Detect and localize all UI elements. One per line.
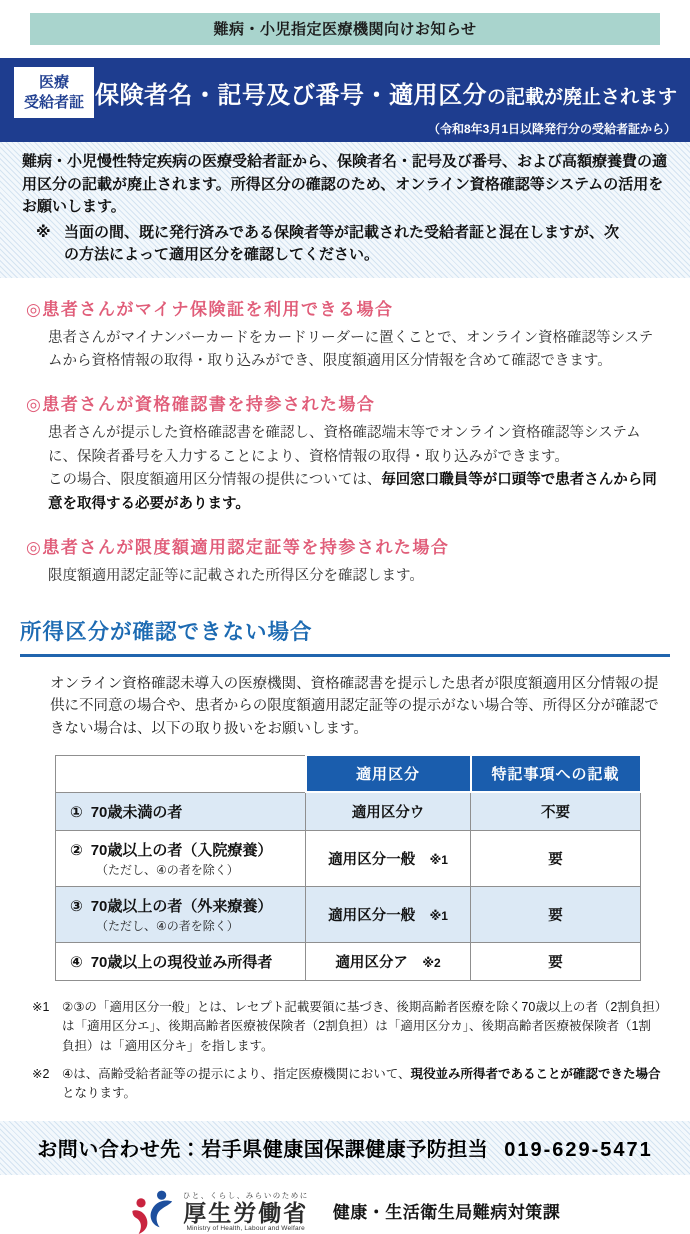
footnote-marker: ※1	[32, 999, 50, 1014]
row-kubun-ref: ※1	[429, 908, 448, 923]
row-kubun: 適用区分一般	[328, 851, 416, 868]
row-kubun: 適用区分ア	[335, 954, 408, 971]
kubun-table	[55, 754, 642, 981]
row-tokki: 要	[471, 886, 641, 942]
intro-paragraph: 難病・小児慢性特定疾病の医療受給者証から、保険者名・記号及び番号、および高額療養費の適用区分の記載が廃止されます。所得区分の確認のため、オンライン資格確認等システムの活用をお願いします。	[22, 153, 668, 215]
audience-banner-text: 難病・小児指定医療機関向けお知らせ	[213, 21, 477, 38]
case-myna-insurance	[26, 295, 668, 374]
table-corner-blank	[56, 755, 306, 792]
contact-bar	[0, 1121, 690, 1175]
row-label: 70歳以上の者（入院療養）	[90, 841, 273, 859]
effective-date-subtitle: （令和8年3月1日以降発行分の受給者証から）	[427, 122, 676, 136]
column-header-tokki: 特記事項への記載	[471, 755, 641, 792]
case-body-text: 患者さんが提示した資格確認書を確認し、資格確認端末等でオンライン資格確認等システムに、保険者番号を入力することにより、資格情報の取得・取り込みができます。	[48, 425, 641, 465]
row-label: 70歳未満の者	[90, 803, 183, 821]
row-label: 70歳以上の現役並み所得者	[90, 953, 273, 971]
intro-note	[22, 222, 670, 267]
kubun-table-wrap	[55, 754, 690, 981]
mhlw-english-name: Ministry of Health, Labour and Welfare	[186, 1224, 305, 1232]
footer	[0, 1175, 690, 1234]
case-limit-certificate	[26, 533, 668, 588]
case-body-text: 限度額適用認定証等に記載された所得区分を確認します。	[48, 568, 424, 585]
footnote-bold-segment: 現役並み所得者であることが確認できた場合	[410, 1066, 661, 1081]
certificate-badge-line2: 受給者証	[24, 93, 85, 111]
mhlw-tagline: ひと、くらし、みらいのために	[182, 1190, 309, 1200]
row-kubun-ref: ※2	[422, 955, 441, 970]
case-heading: ◎患者さんが資格確認書を持参された場合	[26, 395, 376, 415]
case-eligibility-certificate	[26, 390, 668, 516]
row-tokki: 要	[471, 942, 641, 980]
row-label-sub: （ただし、④の者を除く）	[96, 862, 239, 877]
table-row	[56, 886, 641, 942]
table-row	[56, 792, 641, 830]
footnote-normal-segment: ④は、高齢受給者証等の提示により、指定医療機関において、	[62, 1066, 411, 1081]
row-tokki: 不要	[471, 792, 641, 830]
case-body-bold-segment: 毎回窓口職員等が口頭等で患者さんから同意を取得する必要があります。	[48, 472, 657, 512]
row-label: 70歳以上の者（外来療養）	[90, 897, 273, 915]
notice-page	[0, 13, 690, 1232]
intro-block	[0, 142, 690, 278]
mhlw-logo-text	[183, 1190, 309, 1232]
footnote-end-segment: となります。	[62, 1086, 137, 1101]
certificate-badge	[14, 67, 94, 118]
case-heading: ◎患者さんがマイナ保険証を利用できる場合	[26, 299, 394, 319]
case-body-text2	[48, 469, 658, 516]
row-label-sub: （ただし、④の者を除く）	[96, 918, 239, 933]
row-number: ③	[70, 897, 83, 915]
section-heading-unconfirmed: 所得区分が確認できない場合	[20, 615, 670, 657]
footnote-2	[32, 1065, 662, 1104]
note-marker: ※	[36, 223, 51, 241]
case-body-text: 患者さんがマイナンバーカードをカードリーダーに置くことで、オンライン資格確認等システムから資格情報の取得・取り込みができ、限度額適用区分情報を含めて確認できます。	[48, 329, 654, 369]
page-title-main: 保険者名・記号及び番号・適用区分	[95, 82, 487, 109]
row-tokki: 要	[471, 830, 641, 886]
row-kubun: 適用区分一般	[328, 907, 416, 924]
audience-banner	[30, 13, 660, 45]
page-title-tail: の記載が廃止されます	[487, 87, 678, 108]
row-number: ②	[70, 841, 83, 859]
footnote-text: ②③の「適用区分一般」とは、レセプト記載要領に基づき、後期高齢者医療を除く70歳以上の者（2割負担）は「適用区分エ」、後期高齢者医療被保険者（2割負担）は「適用区分カ」、後期高齢者医療被保険者（1割負担）は「適用区分キ」を指します。	[62, 999, 662, 1053]
contact-label: お問い合わせ先：岩手県健康国保課健康予防担当	[37, 1138, 489, 1161]
mhlw-logo-icon	[130, 1188, 176, 1234]
intro-note-text: 当面の間、既に発行済みである保険者等が記載された受給者証と混在しますが、次の方法によって適用区分を確認してください。	[64, 223, 620, 263]
footnote-1	[32, 998, 662, 1056]
contact-phone: 019-629-5471	[504, 1138, 653, 1161]
case-body-normal-segment: この場合、限度額適用区分情報の提供については、	[48, 472, 382, 489]
column-header-kubun: 適用区分	[306, 755, 471, 792]
header-band	[0, 58, 690, 142]
page-title	[94, 75, 678, 110]
certificate-badge-line1: 医療	[39, 74, 70, 91]
row-number: ④	[70, 953, 83, 971]
department-name: 健康・生活衛生局難病対策課	[332, 1203, 561, 1223]
table-row	[56, 830, 641, 886]
mhlw-name: 厚生労働省	[183, 1199, 309, 1226]
table-row	[56, 942, 641, 980]
footnote-marker: ※2	[32, 1066, 50, 1081]
mhlw-logo	[130, 1188, 309, 1234]
row-kubun-ref: ※1	[429, 852, 448, 867]
row-kubun: 適用区分ウ	[351, 805, 425, 822]
case-heading: ◎患者さんが限度額適用認定証等を持参された場合	[26, 538, 450, 558]
row-number: ①	[70, 803, 83, 821]
section-paragraph: オンライン資格確認未導入の医療機関、資格確認書を提示した患者が限度額適用区分情報の提供に不同意の場合や、患者からの限度額適用認定証等の提示がない場合等、所得区分が確認できない場合は、以下の取り扱いをお願いします。	[50, 675, 659, 737]
footnotes	[32, 998, 662, 1104]
footnote-text	[62, 1065, 662, 1104]
